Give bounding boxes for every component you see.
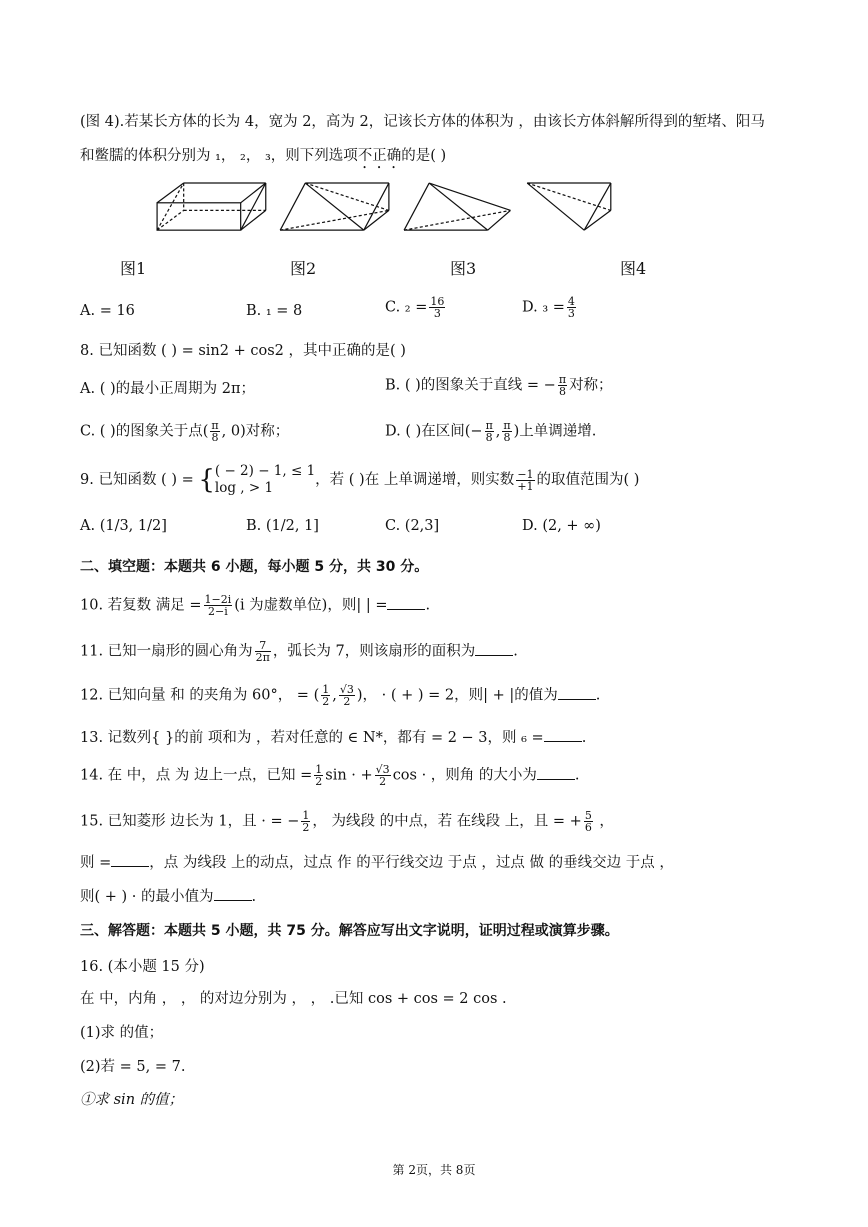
q9-option-d: D. (2, + ∞): [522, 518, 601, 534]
case-1: ( − 2) − 1, ≤ 1: [214, 463, 316, 479]
section-3-heading: 三、解答题：本题共 5 小题，共 75 分。解答应写出文字说明，证明过程或演算步骤。: [80, 923, 619, 939]
fraction: $\frac{1}{2}$: [322, 683, 330, 708]
answer-blank: [475, 641, 513, 656]
q12: 12. 已知向量 和 的夹角为 60°， = ( $\frac{1}{2}$ , $\frac{√3}{2}$ )， · ( + ) = 2，则| + |的值为 .: [80, 683, 601, 708]
q7-line2-emphasis: 不正确: [357, 148, 402, 164]
figure-3-label: 图3: [450, 259, 477, 278]
figure-1-cuboid: [157, 183, 266, 230]
q9-stem-post: 的取值范围为( ): [536, 472, 640, 488]
case-2: log , > 1: [214, 480, 274, 496]
fraction: $\frac{√3}{2}$: [375, 763, 390, 788]
fraction: $\frac{1}{2}$: [315, 763, 323, 788]
q16-part1: (1)求 的值；: [80, 1025, 164, 1041]
q15-line3: 则( + ) · 的最小值为 .: [80, 886, 256, 908]
section-2-heading: 二、填空题：本题共 6 小题，每小题 5 分，共 30 分。: [80, 559, 429, 575]
q8-option-b: [385, 374, 613, 397]
q7-option-a: A. = 16: [80, 303, 135, 319]
figure-1-label: 图1: [120, 259, 147, 278]
figure-2-qiandu: [280, 183, 389, 230]
fraction: $\frac{√3}{2}$: [339, 683, 354, 708]
q8-option-c-post: , 0)对称；: [221, 423, 290, 440]
q8-option-c-text: C. ( )的图象关于点(: [80, 423, 209, 440]
fraction: $\frac{\pi}{8}$: [558, 373, 567, 398]
q10-pre: 10. 若复数 满足 =: [80, 597, 202, 614]
answer-blank: [558, 685, 596, 700]
q16-stem: 在 中，内角 ， ， 的对边分别为 ， ， .已知 cos + cos = 2 cos .: [80, 991, 507, 1007]
fraction: $\frac{5}{6}$: [584, 809, 592, 834]
q16-part2: (2)若 = 5, = 7.: [80, 1059, 186, 1075]
fraction: $\frac{\pi}{8}$: [211, 419, 219, 444]
q8-option-c: [80, 420, 289, 443]
answer-blank: [387, 595, 425, 610]
q7-line2-a: 和鳖臑的体积分别为 ₁， ₂， ₃，则下列选项: [80, 148, 358, 164]
q7-option-c-text: C. ₂ =: [385, 299, 428, 316]
q11: 11. 已知一扇形的圆心角为 $\frac{7}{2\pi}$ ，弧长为 7，则该扇形的面积为 .: [80, 639, 518, 664]
q11-pre: 11. 已知一扇形的圆心角为: [80, 643, 253, 660]
q9-option-a: A. (1/3, 1/2]: [80, 518, 167, 534]
q8-option-d-text: D. ( )在区间(−: [385, 423, 483, 440]
q7-option-d-text: D. ₃ =: [522, 299, 565, 316]
q15-l2-post: ，点 为线段 上的动点，过点 作 的平行线交边 于点 ，过点 做 的垂线交边 于点 ，: [149, 855, 674, 871]
q9-stem: [80, 462, 639, 498]
q10-post: (i 为虚数单位)，则| | =: [234, 597, 388, 614]
q14-mid: sin · +: [325, 767, 373, 784]
fraction: $\frac{-1}{+1}$: [517, 467, 534, 493]
q7-line1: (图 4).若某长方体的长为 4，宽为 2，高为 2，记该长方体的体积为 ，由该长方体斜解所得到的堑堵、阳马: [80, 114, 765, 130]
q8-option-d-comma: ,: [495, 423, 501, 440]
q16-part2-i: ①求 sin 的值；: [80, 1092, 184, 1108]
fraction: $\frac{4}{3}$: [567, 295, 575, 320]
q12-post: )， · ( + ) = 2，则| + |的值为: [356, 687, 558, 704]
q15-l2: 则 =: [80, 855, 112, 871]
q15-line1: [80, 810, 614, 833]
fraction: $\frac{7}{2\pi}$: [255, 639, 270, 664]
q15-line2: [80, 852, 674, 874]
q15-l3: 则( + ) · 的最小值为: [80, 889, 214, 905]
q12-pre: 12. 已知向量 和 的夹角为 60°， = (: [80, 687, 320, 704]
q13-text: 13. 记数列{ }的前 项和为 ，若对任意的 ∈ N*，都有 = 2 − 3，则 ₆ =: [80, 730, 544, 746]
answer-blank: [537, 765, 575, 780]
q15-l1-post: ，: [594, 813, 614, 830]
q7-line2: [80, 145, 446, 172]
figure-4-label: 图4: [620, 259, 647, 278]
q15-l1-pre: 15. 已知菱形 边长为 1，且 · = −: [80, 813, 300, 830]
q9-option-b: B. (1/2, 1]: [246, 518, 319, 534]
q8-option-d-post: )上单调递增.: [513, 423, 597, 440]
q7-figures: [78, 180, 718, 256]
q8-option-b-post: 对称；: [569, 377, 613, 394]
q8-option-b-text: B. ( )的图象关于直线 = −: [385, 377, 556, 394]
fraction: $\frac{16}{3}$: [430, 295, 445, 320]
q8-option-d: [385, 420, 596, 443]
fraction: $\frac{1-2i}{2-i}$: [204, 593, 232, 618]
fraction: $\frac{\pi}{8}$: [485, 419, 493, 444]
q7-line2-b: 的是( ): [401, 148, 447, 164]
fraction: $\frac{\pi}{8}$: [503, 419, 511, 444]
q16-title: 16. (本小题 15 分): [80, 959, 205, 975]
q14-pre: 14. 在 中，点 为 边上一点，已知 =: [80, 767, 313, 784]
q11-post: ，弧长为 7，则该扇形的面积为: [272, 643, 476, 660]
page-footer: 第 2页，共 8页: [392, 1163, 476, 1177]
brace: {: [198, 465, 215, 495]
q7-option-c: [385, 296, 447, 319]
fraction: $\frac{1}{2}$: [302, 809, 310, 834]
q9-stem-mid: ，若 ( )在 上单调递增，则实数: [315, 472, 515, 488]
q14-post: cos · ，则角 的大小为: [392, 767, 537, 784]
answer-blank: [111, 852, 149, 867]
q15-l1-mid: ， 为线段 的中点，若 在线段 上，且 = +: [312, 813, 582, 830]
q10: 10. 若复数 满足 = $\frac{1-2i}{2-i}$ (i 为虚数单位)，则| | = .: [80, 593, 431, 618]
q9-stem-pre: 9. 已知函数 ( ) =: [80, 472, 199, 488]
q7-option-d: [522, 296, 578, 319]
q13: 13. 记数列{ }的前 项和为 ，若对任意的 ∈ N*，都有 = 2 − 3，则 ₆ = .: [80, 727, 586, 749]
q14: 14. 在 中，点 为 边上一点，已知 = $\frac{1}{2}$ sin · + $\frac{√3}{2}$ cos · ，则角 的大小为 .: [80, 763, 580, 788]
q9-option-c: C. (2,3]: [385, 518, 440, 534]
q7-option-b: B. ₁ = 8: [246, 303, 303, 319]
answer-blank: [544, 727, 582, 742]
q8-option-a: A. ( )的最小正周期为 2π；: [80, 381, 255, 397]
answer-blank: [214, 886, 252, 901]
q8-stem: 8. 已知函数 ( ) = sin2 + cos2 ，其中正确的是( ): [80, 343, 406, 359]
figure-2-label: 图2: [290, 259, 317, 278]
piecewise-cases: [215, 463, 315, 497]
figure-3-yangma: [404, 183, 510, 230]
figure-4-bienao: [527, 183, 611, 230]
